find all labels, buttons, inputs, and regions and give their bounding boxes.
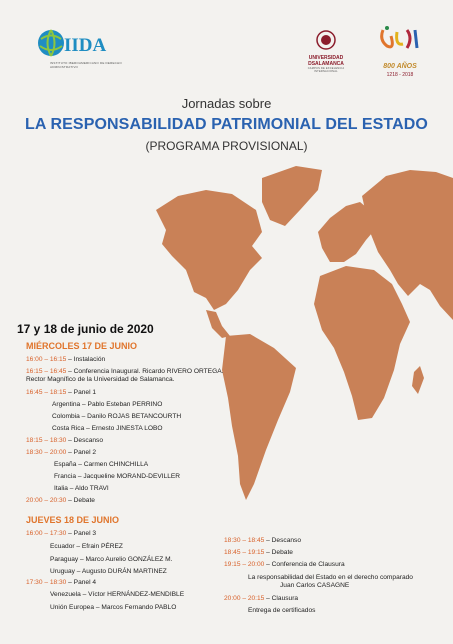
schedule-line: Venezuela – Víctor HERNÁNDEZ-MENDIBLE	[50, 591, 185, 598]
schedule-line: 20:00 – 20:30 – Debate	[26, 497, 95, 504]
schedule-line: España – Carmen CHINCHILLA	[54, 461, 149, 468]
schedule-line: Juan Carlos CASAGNE	[280, 582, 350, 589]
schedule-line: Argentina – Pablo Esteban PERRINO	[52, 401, 163, 408]
schedule-line: 18:45 – 19:15 – Debate	[224, 549, 293, 556]
schedule-line: Francia – Jacqueline MORAND-DEVILLER	[54, 473, 181, 480]
map-central-america	[206, 310, 230, 338]
usal-800-label: 800 AÑOS	[383, 63, 417, 70]
usal-800-emblem-icon	[377, 24, 423, 58]
map-greenland	[262, 166, 322, 226]
usal-logo	[296, 30, 356, 72]
usal-800-years: 1218 - 2018	[386, 72, 414, 78]
map-south-america	[222, 334, 296, 500]
map-madagascar	[412, 366, 424, 394]
schedule-line: 16:00 – 17:30 – Panel 3	[26, 530, 97, 537]
schedule-line: 18:30 – 20:00 – Panel 2	[26, 449, 97, 456]
schedule-line: 18:30 – 18:45 – Descanso	[224, 537, 301, 544]
iida-tagline: INSTITUTO IBEROAMERICANO DE DERECHO ADMINISTRATIVO	[50, 61, 122, 69]
globe-icon	[36, 28, 66, 58]
iida-logo	[34, 22, 130, 82]
header-pre: Jornadas sobre	[181, 96, 272, 111]
schedule-line: 19:15 – 20:00 – Conferencia de Clausura	[224, 561, 345, 568]
schedule-line: Colombia – Danilo ROJAS BETANCOURTH	[52, 413, 182, 420]
schedule-line: Entrega de certificados	[248, 607, 316, 614]
schedule-line: 18:15 – 18:30 – Descanso	[26, 437, 103, 444]
schedule-line: Italia – Aldo TRAVI	[54, 485, 109, 492]
schedule-line: 16:00 – 16:15 – Instalación	[26, 356, 106, 363]
event-dates: 17 y 18 de junio de 2020	[17, 322, 154, 336]
schedule-line: Ecuador – Efrain PÉREZ	[50, 543, 123, 550]
page-subtitle: (PROGRAMA PROVISIONAL)	[145, 139, 308, 153]
usal-800-logo	[370, 24, 430, 90]
page-title: LA RESPONSABILIDAD PATRIMONIAL DEL ESTADO	[25, 116, 428, 133]
day2-heading: JUEVES 18 DE JUNIO	[26, 515, 120, 525]
schedule-line: Costa Rica – Ernesto JINESTA LOBO	[52, 425, 163, 432]
schedule-line: 16:15 – 16:45 – Conferencia Inaugural. Ricardo RIVERO ORTEGA.	[26, 368, 224, 375]
schedule-line: 16:45 – 18:15 – Panel 1	[26, 389, 97, 396]
schedule-line: Paraguay – Marco Aurelio GONZÁLEZ M.	[50, 556, 173, 563]
schedule-line: Uruguay – Augusto DURÁN MARTINEZ	[50, 568, 167, 575]
usal-tagline: CAMPUS DE EXCELENCIA INTERNACIONAL	[307, 67, 345, 73]
schedule-line: Rector Magnífico de la Universidad de Salamanca.	[26, 376, 175, 383]
schedule-line: Unión Europea – Marcos Fernando PABLO	[50, 604, 177, 611]
map-north-america	[156, 190, 262, 310]
iida-wordmark: IIDA	[64, 35, 107, 56]
schedule-line: 17:30 – 18:30 – Panel 4	[26, 579, 97, 586]
usal-name-2: DSALAMANCA	[308, 61, 344, 67]
map-africa	[314, 266, 410, 420]
seal-icon	[316, 30, 336, 50]
usal-name-1: UNIVERSIDAD	[308, 55, 344, 61]
schedule-line: La responsabilidad del Estado en el derecho comparado	[248, 574, 413, 581]
schedule-line: 20:00 – 20:15 – Clausura	[224, 595, 299, 602]
day1-heading: MIÉRCOLES 17 DE JUNIO	[26, 341, 138, 351]
